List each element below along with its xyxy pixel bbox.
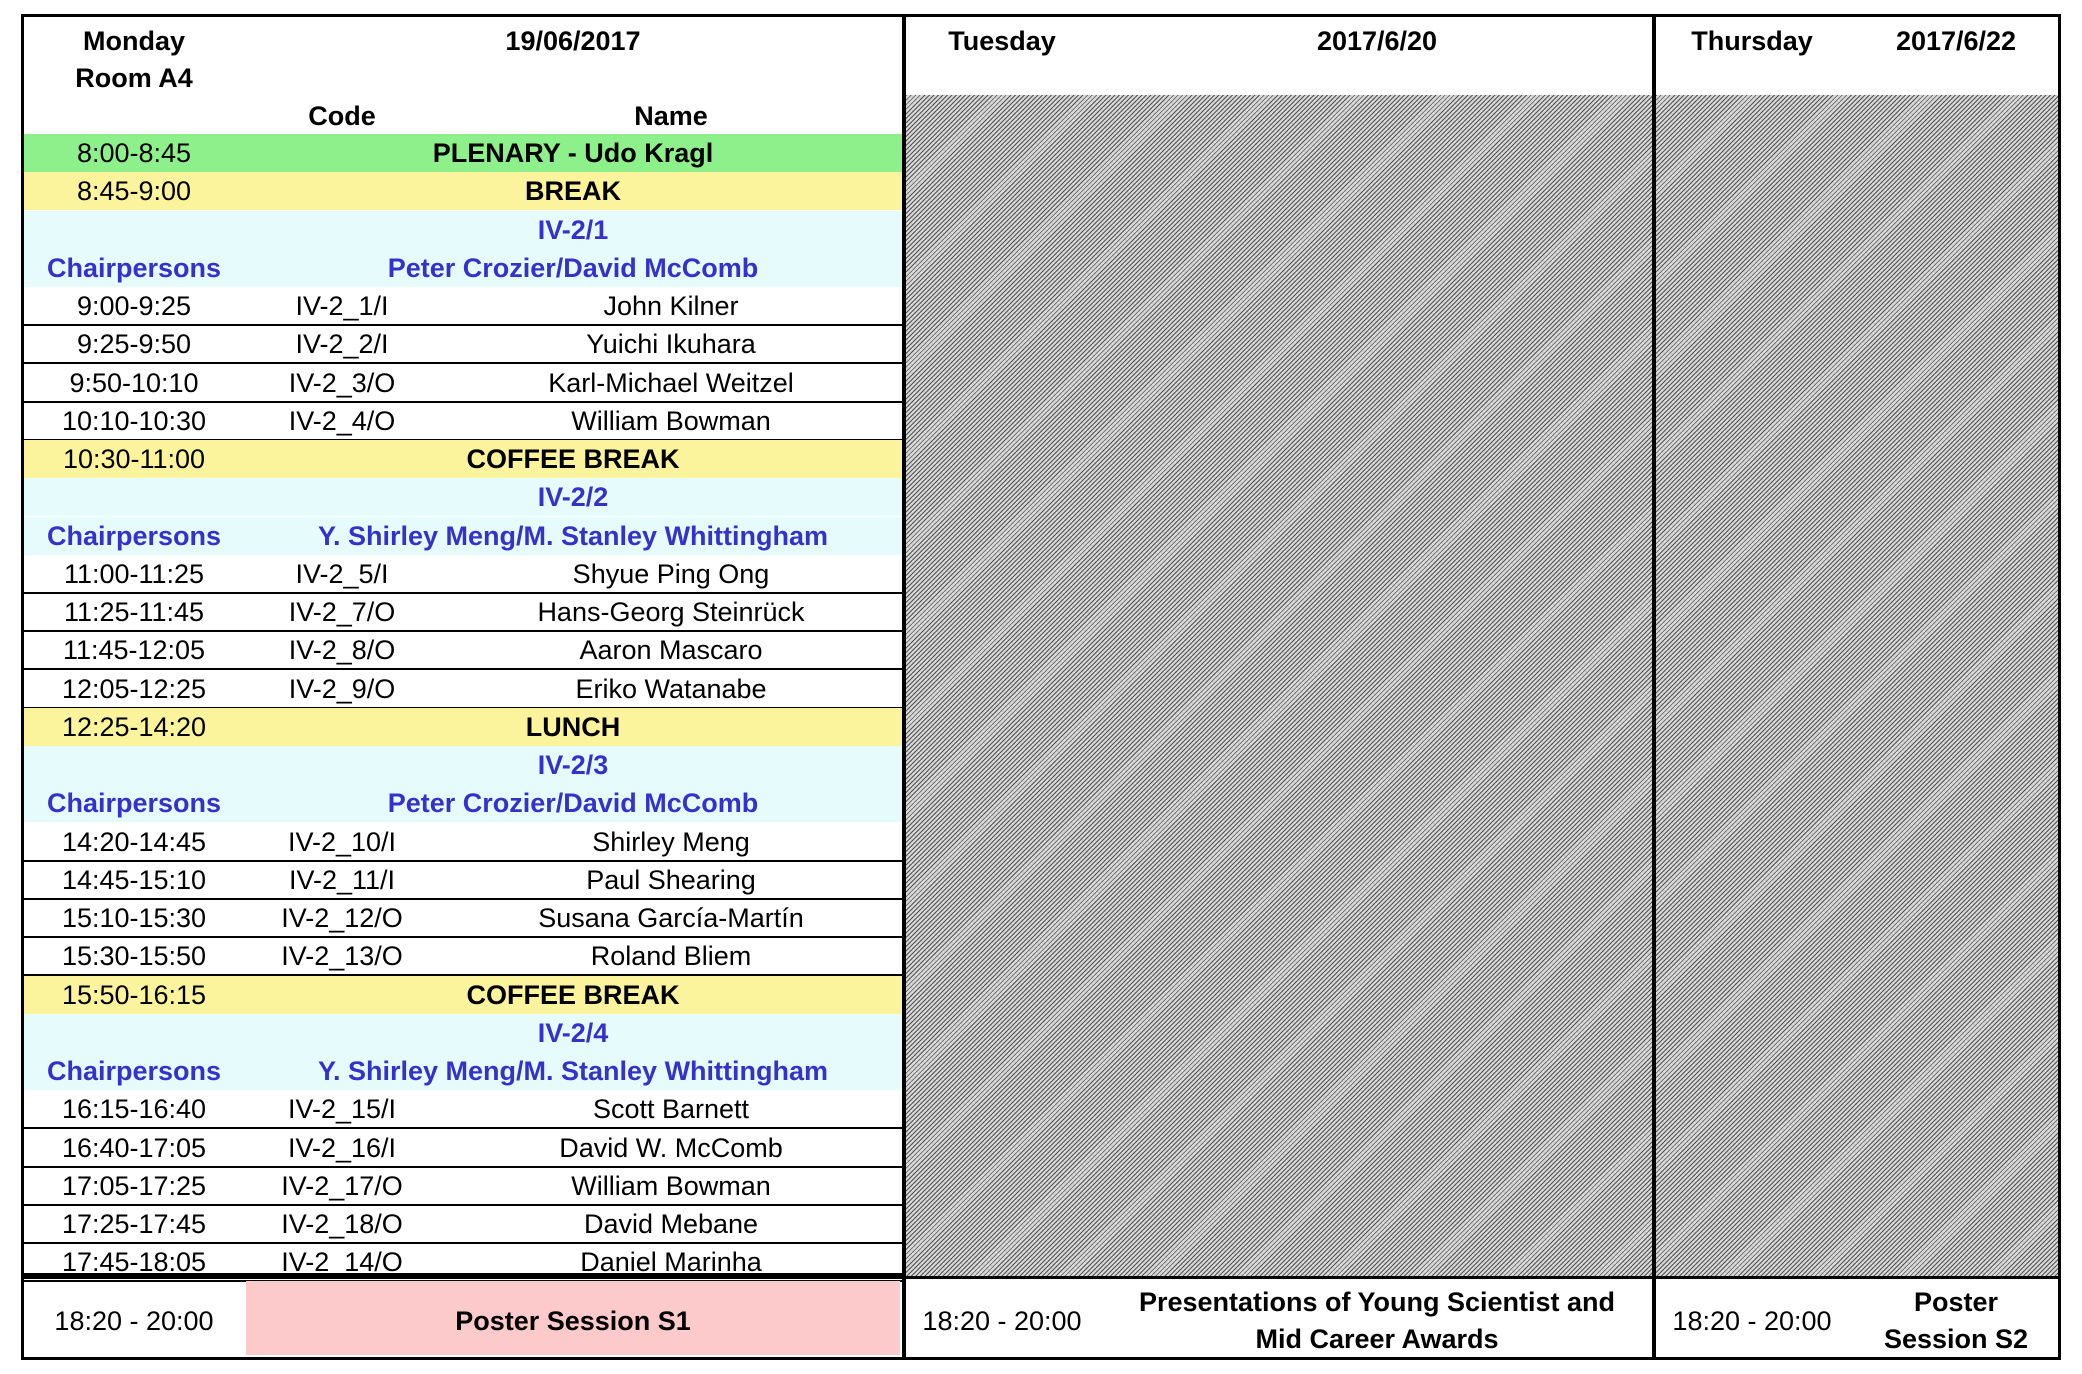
break-title: COFFEE BREAK [466,980,680,1010]
talk-speaker: William Bowman [571,406,771,436]
talk-code: IV-2_4/O [288,406,396,436]
chairpersons-row [24,1052,902,1090]
session-title: IV-2/2 [537,482,609,512]
column-header-name: Name [634,101,708,131]
talk-code: IV-2_17/O [281,1171,403,1201]
talk-row [24,287,902,325]
talk-time: 15:10-15:30 [61,903,207,933]
row-time: 8:00-8:45 [76,138,192,168]
chairpersons-row [24,249,902,287]
talk-row [24,1205,902,1243]
talk-code: IV-2_12/O [281,903,403,933]
talk-code: IV-2_14/O [281,1247,403,1277]
talk-speaker: Paul Shearing [586,865,756,895]
talk-time: 14:45-15:10 [61,865,207,895]
talk-speaker: Susana García-Martín [538,903,804,933]
thursday-evening-event-line1: Poster [1913,1287,1999,1317]
thursday-evening-event-line2: Session S2 [1883,1324,2029,1354]
chairpersons-names: Y. Shirley Meng/M. Stanley Whittingham [317,1056,829,1086]
talk-code: IV-2_1/I [295,291,389,321]
session-header-row [24,211,902,249]
talk-speaker: Shyue Ping Ong [572,559,770,589]
talk-code: IV-2_2/I [295,329,389,359]
chairpersons-label: Chairpersons [46,253,222,283]
talk-speaker: Scott Barnett [592,1094,750,1124]
talk-row [24,1167,902,1205]
talk-row [24,861,902,899]
talk-row [24,555,902,593]
session-title: IV-2/1 [537,215,609,245]
chairpersons-row [24,784,902,822]
talk-row [24,593,902,631]
talk-row [24,899,902,937]
session-header-row [24,1014,902,1052]
session-header-row [24,478,902,516]
thursday-date: 2017/6/22 [1895,26,2017,56]
talk-speaker: Hans-Georg Steinrück [537,597,805,627]
monday-day: Monday [82,26,186,56]
talk-row [24,402,902,440]
thursday-evening-time: 18:20 - 20:00 [1672,1306,1832,1336]
break-row [24,708,902,746]
monday-evening-event: Poster Session S1 [455,1306,691,1336]
monday-date: 19/06/2017 [505,26,641,56]
talk-speaker: John Kilner [603,291,739,321]
talk-row [24,325,902,363]
talk-time: 14:20-14:45 [61,827,207,857]
talk-code: IV-2_15/I [287,1094,397,1124]
talk-speaker: William Bowman [571,1171,771,1201]
talk-code: IV-2_9/O [288,674,396,704]
talk-time: 17:45-18:05 [61,1247,207,1277]
talk-time: 17:05-17:25 [61,1171,207,1201]
talk-code: IV-2_10/I [287,827,397,857]
talk-code: IV-2_11/I [288,865,396,895]
break-row [24,172,902,210]
talk-code: IV-2_3/O [288,368,396,398]
talk-row [24,1090,902,1128]
monday-schedule-table [24,134,902,1276]
talk-speaker: Shirley Meng [592,827,750,857]
talk-code: IV-2_13/O [281,941,403,971]
talk-row [24,823,902,861]
row-time: 10:30-11:00 [62,444,206,474]
tuesday-evening-event-line2: Mid Career Awards [1255,1324,1499,1354]
tuesday-day: Tuesday [948,26,1056,56]
row-time: 15:50-16:15 [61,980,207,1010]
talk-speaker: Karl-Michael Weitzel [548,368,794,398]
talk-time: 16:15-16:40 [61,1094,207,1124]
tuesday-date: 2017/6/20 [1316,26,1438,56]
talk-row [24,364,902,402]
row-time: 8:45-9:00 [76,176,192,206]
chairpersons-names: Y. Shirley Meng/M. Stanley Whittingham [317,521,829,551]
talk-speaker: Yuichi Ikuhara [586,329,756,359]
talk-speaker: Daniel Marinha [580,1247,762,1277]
session-title: IV-2/4 [537,1018,609,1048]
monday-room: Room A4 [75,63,193,93]
plenary-row [24,134,902,172]
talk-time: 15:30-15:50 [61,941,207,971]
talk-time: 12:05-12:25 [61,674,207,704]
talk-time: 17:25-17:45 [61,1209,207,1239]
break-title: COFFEE BREAK [466,444,680,474]
talk-speaker: Eriko Watanabe [575,674,767,704]
talk-time: 9:50-10:10 [69,368,199,398]
thursday-day: Thursday [1691,26,1813,56]
column-header-code: Code [308,101,376,131]
talk-time: 10:10-10:30 [61,406,207,436]
break-row [24,440,902,478]
tuesday-unavailable-area [906,95,1652,1276]
talk-speaker: David W. McComb [559,1133,783,1163]
session-title: IV-2/3 [537,750,609,780]
talk-row [24,670,902,708]
break-title: BREAK [524,176,622,206]
talk-code: IV-2_16/I [287,1133,397,1163]
talk-row [24,1129,902,1167]
talk-time: 11:00-11:25 [63,559,205,589]
chairpersons-names: Peter Crozier/David McComb [387,253,759,283]
chairpersons-row [24,517,902,555]
row-time: 12:25-14:20 [61,712,207,742]
talk-time: 16:40-17:05 [61,1133,207,1163]
talk-time: 11:45-12:05 [62,635,206,665]
plenary-title: PLENARY - Udo Kragl [432,138,714,168]
talk-code: IV-2_8/O [288,635,396,665]
talk-speaker: Aaron Mascaro [579,635,763,665]
chairpersons-names: Peter Crozier/David McComb [387,788,759,818]
monday-evening-time: 18:20 - 20:00 [54,1306,214,1336]
session-header-row [24,746,902,784]
talk-code: IV-2_18/O [281,1209,403,1239]
chairpersons-label: Chairpersons [46,521,222,551]
tuesday-evening-time: 18:20 - 20:00 [922,1306,1082,1336]
talk-row [24,631,902,669]
talk-speaker: David Mebane [583,1209,759,1239]
thursday-unavailable-area [1656,95,2058,1276]
talk-time: 9:00-9:25 [76,291,192,321]
talk-time: 11:25-11:45 [63,597,205,627]
talk-code: IV-2_5/I [295,559,389,589]
talk-code: IV-2_7/O [288,597,396,627]
chairpersons-label: Chairpersons [46,1056,222,1086]
talk-speaker: Roland Bliem [590,941,752,971]
chairpersons-label: Chairpersons [46,788,222,818]
break-title: LUNCH [525,712,621,742]
talk-row [24,937,902,975]
break-row [24,976,902,1014]
talk-time: 9:25-9:50 [76,329,192,359]
tuesday-evening-event-line1: Presentations of Young Scientist and [1138,1287,1616,1317]
